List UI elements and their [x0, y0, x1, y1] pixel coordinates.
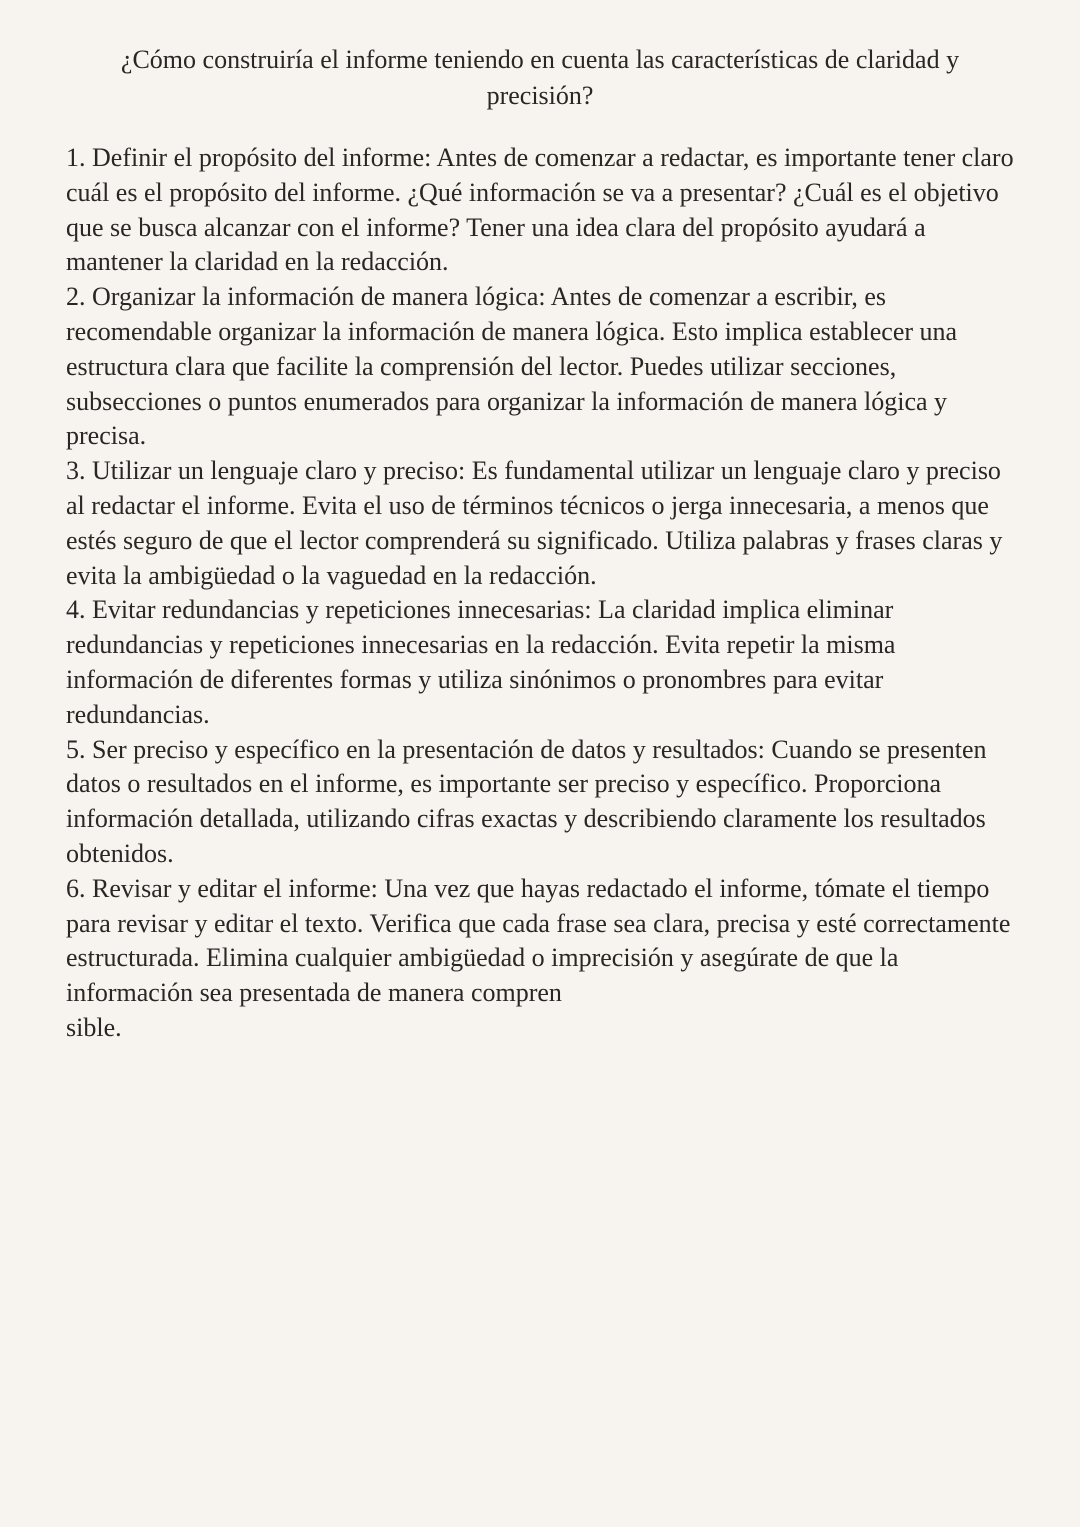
list-item: [66, 454, 1014, 593]
item-number: 3.: [66, 456, 86, 486]
item-number: 6.: [66, 873, 86, 903]
numbered-list: [66, 141, 1014, 1046]
item-number: 2.: [66, 282, 86, 312]
item-continuation: sible.: [66, 1012, 122, 1042]
item-number: 1.: [66, 143, 86, 172]
item-text: Revisar y editar el informe: Una vez que hayas redactado el informe, tómate el tiempo para revisar y editar el texto. Verifica que cada frase sea clara, precisa y esté correctamente estructurada. Elimina cualquier ambigüedad o imprecisión y asegúrate de que la información sea presentada de manera compren: [66, 873, 1011, 1008]
item-text: Utilizar un lenguaje claro y preciso: Es fundamental utilizar un lenguaje claro y preciso al redactar el informe. Evita el uso de términos técnicos o jerga innecesaria, a menos que estés seguro de que el lector comprenderá su significado. Utiliza palabras y frases claras y evita la ambigüedad o la vaguedad en la redacción.: [66, 456, 1003, 590]
list-item: [66, 141, 1014, 280]
list-item: [66, 280, 1014, 454]
item-number: 4.: [66, 595, 86, 625]
item-text: Definir el propósito del informe: Antes de comenzar a redactar, es importante tener claro cuál es el propósito del informe. ¿Qué información se va a presentar? ¿Cuál es el objetivo que se busca alcanzar con el informe? Tener una idea clara del propósito ayudará a mantener la claridad en la redacción.: [66, 143, 1014, 277]
list-item: [66, 733, 1014, 872]
document-title: ¿Cómo construiría el informe teniendo en cuenta las características de claridad y precisión?: [120, 45, 960, 110]
list-item: [66, 593, 1014, 732]
item-number: 5.: [66, 734, 86, 764]
item-text: Evitar redundancias y repeticiones innecesarias: La claridad implica eliminar redundancias y repeticiones innecesarias en la redacción. Evita repetir la misma información de diferentes formas y utiliza sinónimos o pronombres para evitar redundancias.: [66, 595, 896, 729]
item-text: Ser preciso y específico en la presentación de datos y resultados: Cuando se presenten datos o resultados en el informe, es importante ser preciso y específico. Proporciona información detallada, utilizando cifras exactas y describiendo claramente los resultados obtenidos.: [66, 734, 987, 868]
list-item: [66, 872, 1014, 1011]
item-text: Organizar la información de manera lógica: Antes de comenzar a escribir, es recomendable organizar la información de manera lógica. Esto implica establecer una estructura clara que facilite la comprensión del lector. Puedes utilizar secciones, subsecciones o puntos enumerados para organizar la información de manera lógica y precisa.: [66, 282, 958, 451]
